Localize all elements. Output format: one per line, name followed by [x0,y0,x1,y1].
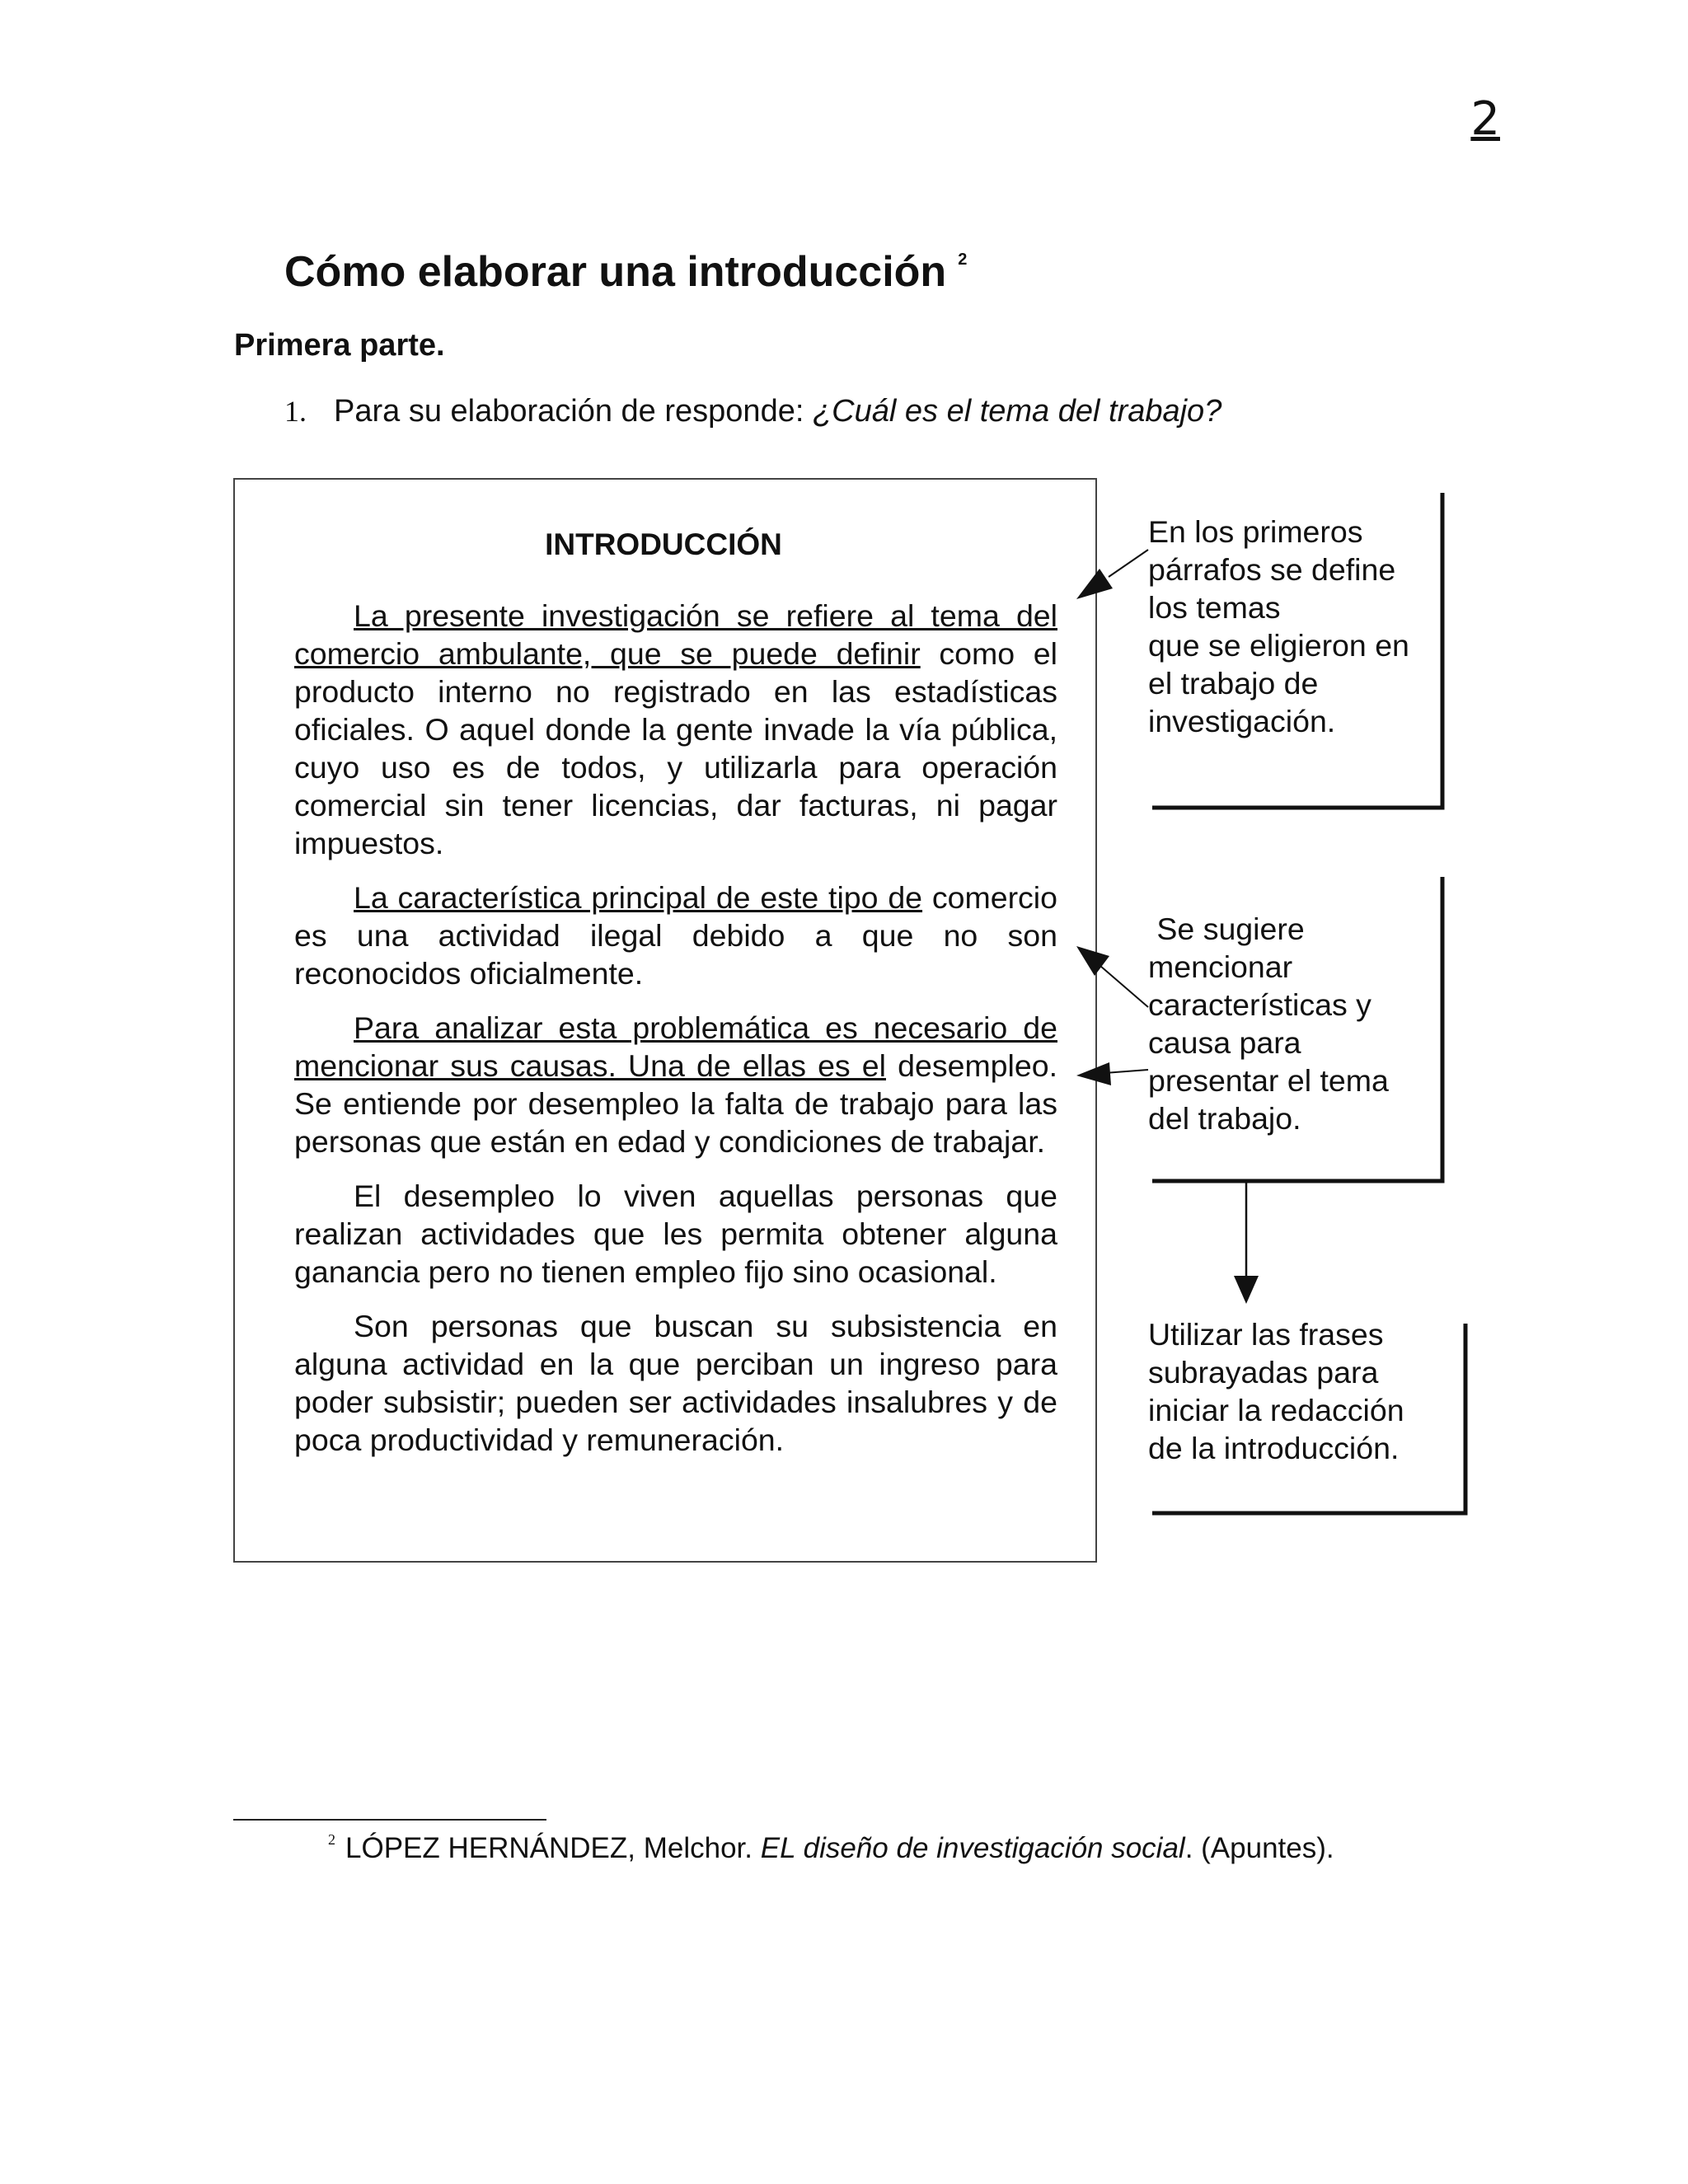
footnote-work: EL diseño de investigación social [760,1832,1185,1864]
note-3-frame [1152,1324,1465,1513]
list-number: 1. [284,395,307,428]
note-line: que se eligieron en [1148,628,1409,663]
footnote-author: LÓPEZ HERNÁNDEZ, Melchor. [345,1832,761,1864]
arrow-3-line [1104,1070,1148,1073]
note-line: investigación. [1148,704,1336,738]
underlined-phrase: La presente investigación se refiere al tema del comercio ambulante, que se puede definir [294,598,1057,671]
arrow-down-head [1234,1276,1259,1304]
arrow-3-head [1076,1062,1111,1085]
paragraph-text: como el producto interno no registrado en las estadísticas oficiales. O aquel donde la gente invade la vía pública, cuyo uso es de todos, y utilizarla para operación comercial sin tener licencias, dar facturas, ni pagar impuestos. [294,636,1057,860]
footnote [328,1831,1334,1865]
underlined-phrase: La característica principal de este tipo de [354,880,923,915]
note-line: características y [1148,987,1372,1022]
paragraph-text: desempleo. Se entiende por desempleo la falta de trabajo para las personas que están en edad y condiciones de trabajar. [294,1048,1057,1159]
footnote-suffix: . (Apuntes). [1184,1832,1334,1864]
note-line: Se sugiere [1148,912,1305,946]
arrow-1-line [1109,550,1148,577]
note-line: subrayadas para [1148,1355,1379,1390]
page-number: 2 [1470,92,1500,146]
footnote-separator [233,1819,546,1821]
note-1-frame [1152,493,1442,808]
note-line: presentar el tema [1148,1063,1389,1098]
arrow-1-head [1076,569,1113,599]
note-line: En los primeros [1148,514,1363,549]
list-question: ¿Cuál es el tema del trabajo? [812,394,1222,429]
paragraph-text: comercio es una actividad ilegal debido a que no son reconocidos oficialmente. [294,880,1057,991]
note-line: los temas [1148,590,1281,625]
box-title: INTRODUCCIÓN [545,527,782,561]
note-line: de la introducción. [1148,1431,1400,1465]
underlined-phrase: Para analizar esta problemática es necesario de mencionar sus causas. Una de ellas es el [294,1010,1057,1083]
note-line: causa para [1148,1025,1301,1060]
note-line: mencionar [1148,949,1293,984]
title-footnote-ref: 2 [958,251,968,269]
note-line: el trabajo de [1148,666,1319,701]
arrow-2-line [1100,966,1148,1007]
note-line: párrafos se define [1148,552,1396,587]
note-line: iniciar la redacción [1148,1393,1404,1427]
list-text: Para su elaboración de responde: [334,394,813,429]
section-heading: Primera parte. [234,328,445,363]
footnote-number: 2 [328,1831,335,1848]
note-line: Utilizar las frases [1148,1317,1384,1352]
page-title: Cómo elaborar una introducción [284,248,947,296]
arrow-2-head [1076,946,1109,976]
paragraph-text: El desempleo lo viven aquellas personas que realizan actividades que les permita obtener alguna ganancia pero no tienen empleo fijo sino ocasional. [294,1179,1057,1289]
paragraph-text: Son personas que buscan su subsistencia en alguna actividad en la que perciban un ingreso para poder subsistir; pueden ser actividades insalubres y de poca productividad y remuneración. [294,1309,1057,1457]
note-2-frame [1152,877,1442,1181]
note-line: del trabajo. [1148,1101,1301,1136]
